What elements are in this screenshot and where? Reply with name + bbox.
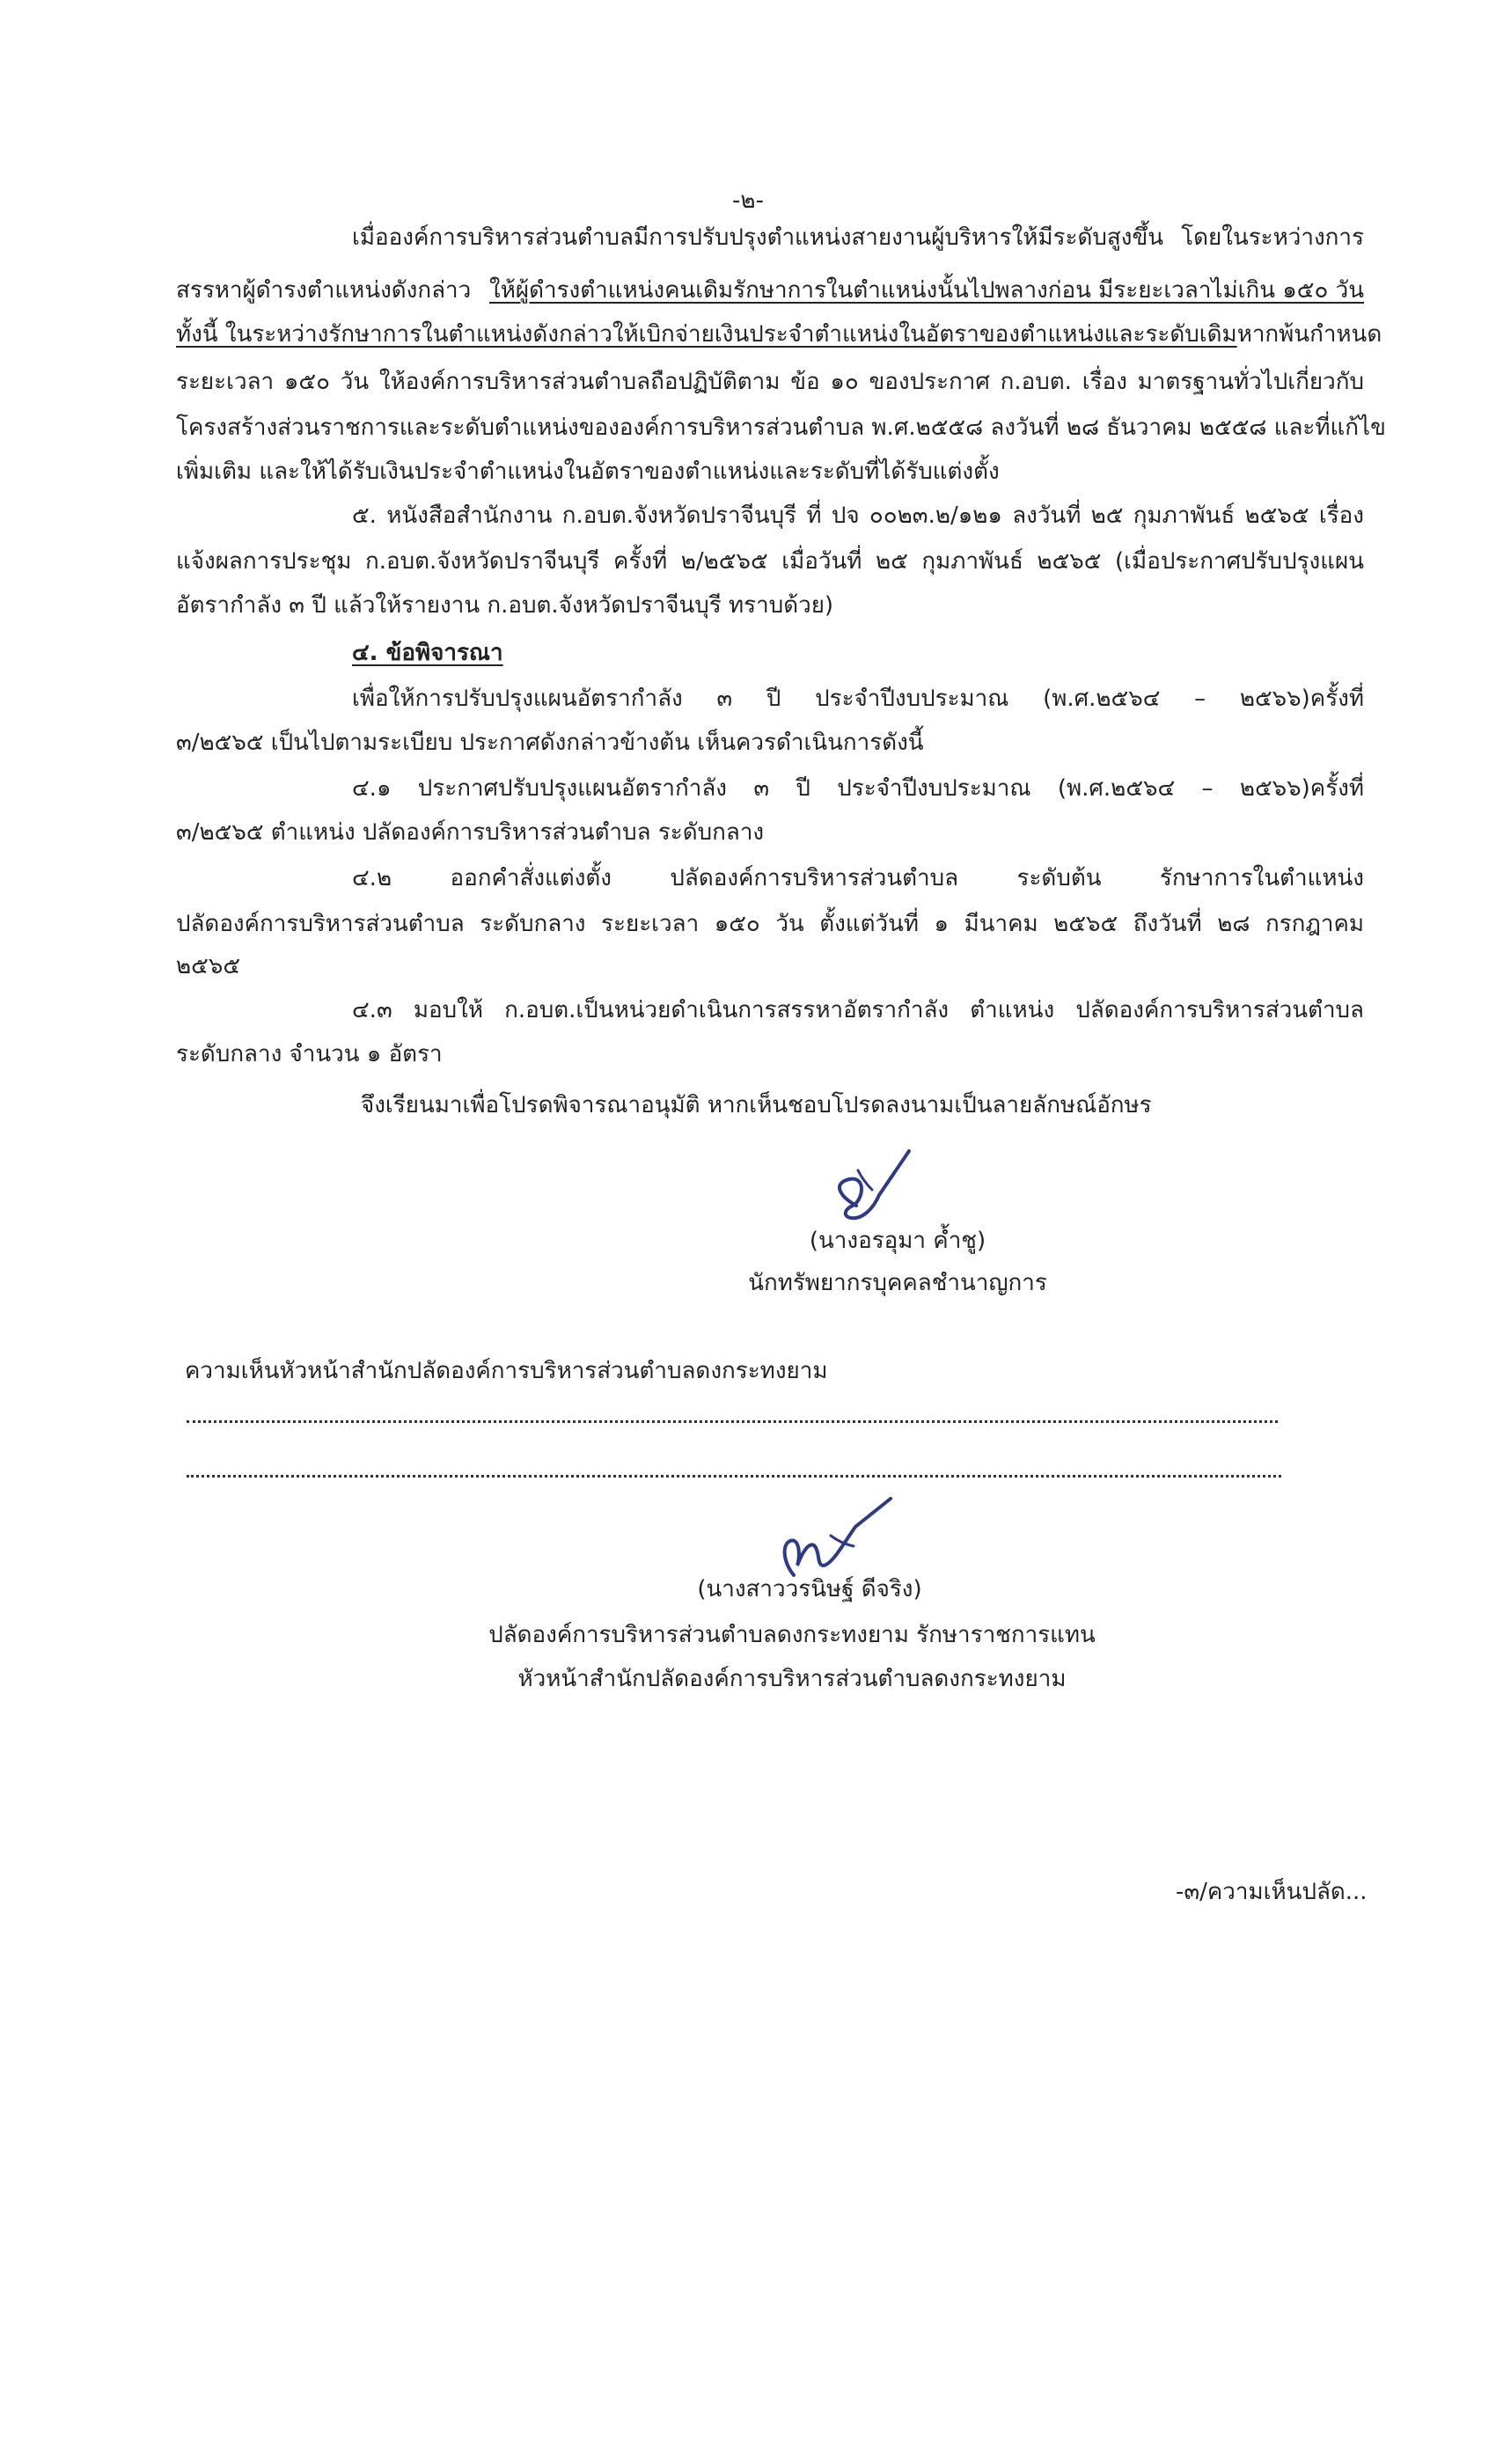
opinion-label: ความเห็นหัวหน้าสำนักปลัดองค์การบริหารส่วนตำบลดงกระทงยาม (185, 1358, 828, 1384)
intro-line-5: โครงสร้างส่วนราชการและระดับตำแหน่งขององค์การบริหารส่วนตำบล พ.ศ.๒๕๕๘ ลงวันที่ ๒๘ ธันวาคม ๒๕๕๘ และที่แก้ไข (176, 414, 1386, 441)
intro-line-3 (176, 317, 1382, 352)
signer2-position-2: หัวหน้าสำนักปลัดองค์การบริหารส่วนตำบลดงกระทงยาม (517, 1666, 1067, 1692)
opinion-dotted-line-1 (187, 1420, 1278, 1423)
item41-line-2: ๓/๒๕๖๕ ตำแหน่ง ปลัดองค์การบริหารส่วนตำบล ระดับกลาง (176, 819, 765, 846)
section4-intro-line-1: เพื่อให้การปรับปรุงแผนอัตรากำลัง ๓ ปี ประจำปีงบประมาณ (พ.ศ.๒๕๖๔ – ๒๕๖๖)ครั้งที่ (352, 686, 1364, 712)
signer2-position-1: ปลัดองค์การบริหารส่วนตำบลดงกระทงยาม รักษาราชการแทน (488, 1622, 1096, 1648)
signer1-name: (นางอรอุมา ค้ำชู) (809, 1228, 986, 1254)
item43-line-2: ระดับกลาง จำนวน ๑ อัตรา (176, 1041, 443, 1067)
intro-line-2 (176, 273, 1364, 308)
intro-line-3-underlined: ทั้งนี้ ในระหว่างรักษาการในตำแหน่งดังกล่าวให้เบิกจ่ายเงินประจำตำแหน่งในอัตราของตำแหน่งและระดับเดิม (176, 321, 1237, 348)
item42-line-3: ๒๕๖๕ (176, 953, 240, 979)
section4-heading: ๔. ข้อพิจารณา (352, 640, 503, 666)
intro-line-4: ระยะเวลา ๑๕๐ วัน ให้องค์การบริหารส่วนตำบลถือปฏิบัติตาม ข้อ ๑๐ ของประกาศ ก.อบต. เรื่อง มาตรฐานทั่วไปเกี่ยวกับ (176, 369, 1364, 395)
item5-line-3: อัตรากำลัง ๓ ปี แล้วให้รายงาน ก.อบต.จังหวัดปราจีนบุรี ทราบด้วย) (176, 592, 834, 619)
item5-line-1: ๕. หนังสือสำนักงาน ก.อบต.จังหวัดปราจีนบุรี ที่ ปจ ๐๐๒๓.๒/๑๒๑ ลงวันที่ ๒๕ กุมภาพันธ์ ๒๕๖๕ เรื่อง (352, 502, 1364, 529)
closing-statement: จึงเรียนมาเพื่อโปรดพิจารณาอนุมัติ หากเห็นชอบโปรดลงนามเป็นลายลักษณ์อักษร (361, 1092, 1152, 1118)
intro-line-6: เพิ่มเติม และให้ได้รับเงินประจำตำแหน่งในอัตราของตำแหน่งและระดับที่ได้รับแต่งตั้ง (176, 458, 1000, 485)
page-number: -๒- (732, 187, 764, 214)
intro-line-2-text: สรรหาผู้ดำรงตำแหน่งดังกล่าว (176, 277, 472, 304)
signer2-name: (นางสาววรนิษฐ์ ดีจริง) (697, 1576, 922, 1602)
item42-line-1: ๔.๒ ออกคำสั่งแต่งตั้ง ปลัดองค์การบริหารส่วนตำบล ระดับต้น รักษาการในตำแหน่ง (352, 865, 1364, 891)
continuation-note: -๓/ความเห็นปลัด... (1176, 1879, 1368, 1905)
signer1-position: นักทรัพยากรบุคคลชำนาญการ (748, 1270, 1047, 1296)
opinion-dotted-line-2 (187, 1475, 1281, 1478)
intro-line-1: เมื่อองค์การบริหารส่วนตำบลมีการปรับปรุงตำแหน่งสายงานผู้บริหารให้มีระดับสูงขึ้น โดยในระหว่างการ (352, 224, 1364, 251)
intro-line-2-underlined: ให้ผู้ดำรงตำแหน่งคนเดิมรักษาการในตำแหน่งนั้นไปพลางก่อน มีระยะเวลาไม่เกิน ๑๕๐ วัน (489, 277, 1364, 304)
intro-line-3-text: หากพ้นกำหนด (1236, 321, 1382, 348)
item41-line-1: ๔.๑ ประกาศปรับปรุงแผนอัตรากำลัง ๓ ปี ประจำปีงบประมาณ (พ.ศ.๒๕๖๔ – ๒๕๖๖)ครั้งที่ (352, 775, 1364, 802)
item5-line-2: แจ้งผลการประชุม ก.อบต.จังหวัดปราจีนบุรี ครั้งที่ ๒/๒๕๖๕ เมื่อวันที่ ๒๕ กุมภาพันธ์ ๒๕๖๕ (เมื่อประกาศปรับปรุงแผน (176, 548, 1364, 575)
item43-line-1: ๔.๓ มอบให้ ก.อบต.เป็นหน่วยดำเนินการสรรหาอัตรากำลัง ตำแหน่ง ปลัดองค์การบริหารส่วนตำบล (352, 997, 1364, 1023)
signature-1 (805, 1144, 920, 1232)
section4-intro-line-2: ๓/๒๕๖๕ เป็นไปตามระเบียบ ประกาศดังกล่าวข้างต้น เห็นควรดำเนินการดังนี้ (176, 730, 924, 756)
item42-line-2: ปลัดองค์การบริหารส่วนตำบล ระดับกลาง ระยะเวลา ๑๕๐ วัน ตั้งแต่วันที่ ๑ มีนาคม ๒๕๖๕ ถึงวันที่ ๒๘ กรกฎาคม (176, 911, 1364, 937)
